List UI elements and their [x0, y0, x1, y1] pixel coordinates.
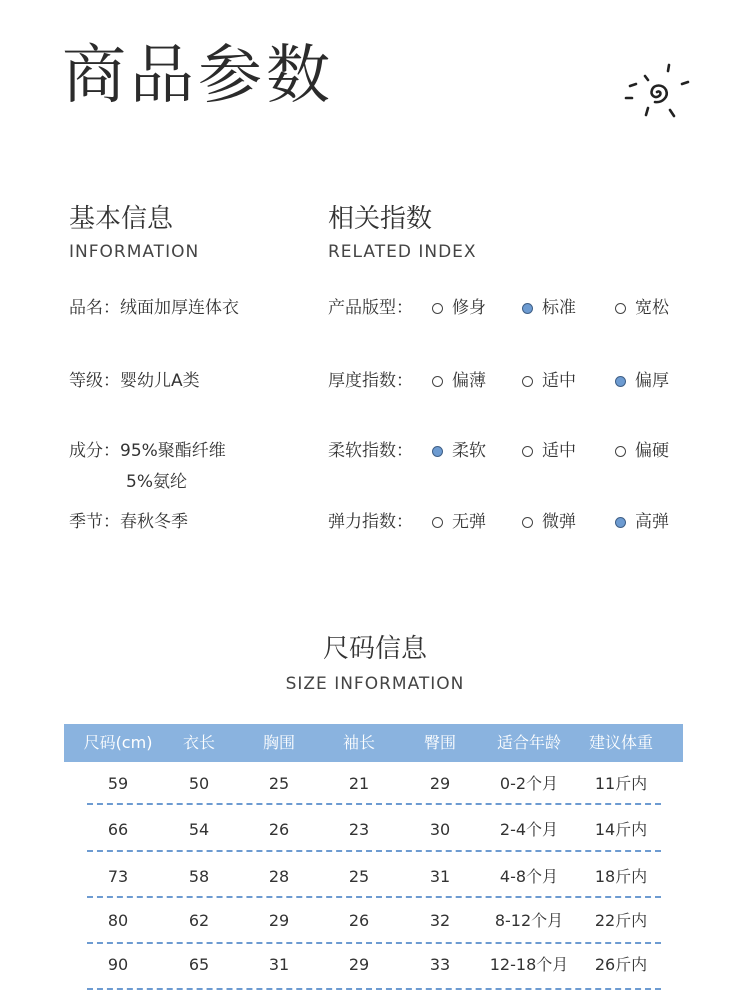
- index-option-label: 标准: [542, 298, 576, 318]
- size-table-cell: 18斤内: [594, 867, 648, 886]
- index-option-label: 适中: [542, 371, 576, 391]
- size-table-cell: 65: [188, 955, 210, 974]
- index-option-label: 适中: [542, 441, 576, 461]
- index-label: 柔软指数：: [328, 441, 413, 461]
- radio-empty-icon: [432, 376, 443, 387]
- size-table-cell: 0-2个月: [499, 774, 559, 793]
- index-option: [522, 443, 576, 460]
- product-season: 季节：春秋冬季: [69, 512, 188, 532]
- index-option: [615, 514, 669, 531]
- basic-info-subtitle: INFORMATION: [69, 242, 200, 262]
- size-table-cell: 58: [188, 867, 210, 886]
- size-table-cell: 25: [268, 774, 290, 793]
- index-option-label: 修身: [452, 298, 486, 318]
- radio-selected-icon: [522, 303, 533, 314]
- size-table-cell: 26: [348, 911, 370, 930]
- page-title: 商品参数: [62, 39, 334, 113]
- index-option-label: 微弹: [542, 512, 576, 532]
- size-table-cell: 54: [188, 820, 210, 839]
- index-option-label: 偏薄: [452, 371, 486, 391]
- size-table-cell: 62: [188, 911, 210, 930]
- size-table-cell: 90: [107, 955, 129, 974]
- index-option: [432, 514, 486, 531]
- size-table-cell: 23: [348, 820, 370, 839]
- size-table-cell: 26: [268, 820, 290, 839]
- size-table-cell: 33: [429, 955, 451, 974]
- index-label: 弹力指数：: [328, 512, 413, 532]
- index-option: [432, 300, 486, 317]
- size-table-cell: 22斤内: [594, 911, 648, 930]
- size-table-header-cell: 衣长: [182, 733, 215, 752]
- size-table-header-cell: 适合年龄: [496, 733, 561, 752]
- size-table-cell: 31: [268, 955, 290, 974]
- index-option: [432, 373, 486, 390]
- product-name: 品名：绒面加厚连体衣: [69, 298, 239, 318]
- size-table-cell: 31: [429, 867, 451, 886]
- size-table-cell: 50: [188, 774, 210, 793]
- row-divider: [87, 988, 661, 990]
- size-table-header-cell: 袖长: [342, 733, 375, 752]
- size-table-cell: 80: [107, 911, 129, 930]
- size-table-header: [64, 724, 683, 762]
- size-table-header-cell: 臀围: [423, 733, 456, 752]
- radio-empty-icon: [432, 303, 443, 314]
- size-table-cell: 29: [268, 911, 290, 930]
- size-table-cell: 25: [348, 867, 370, 886]
- radio-empty-icon: [522, 517, 533, 528]
- related-index-title: 相关指数: [328, 204, 433, 234]
- index-option: [615, 443, 669, 460]
- sun-spiral-icon: [624, 62, 690, 120]
- size-table-cell: 59: [107, 774, 129, 793]
- radio-empty-icon: [432, 517, 443, 528]
- index-option: [522, 300, 576, 317]
- size-table-cell: 73: [107, 867, 129, 886]
- index-option-label: 柔软: [452, 441, 486, 461]
- size-table-cell: 29: [429, 774, 451, 793]
- size-table-cell: 30: [429, 820, 451, 839]
- row-divider: [87, 803, 661, 805]
- product-composition: 成分：95%聚酯纤维: [69, 441, 226, 461]
- size-table-cell: 2-4个月: [499, 820, 559, 839]
- radio-selected-icon: [432, 446, 443, 457]
- index-option-label: 偏硬: [635, 441, 669, 461]
- size-table-cell: 11斤内: [594, 774, 648, 793]
- size-info-subtitle: SIZE INFORMATION: [285, 674, 465, 694]
- size-table-cell: 28: [268, 867, 290, 886]
- size-info-title: 尺码信息: [322, 634, 427, 664]
- index-option-label: 宽松: [635, 298, 669, 318]
- index-label: 厚度指数：: [328, 371, 413, 391]
- index-option: [432, 443, 486, 460]
- size-table-cell: 66: [107, 820, 129, 839]
- index-option-label: 高弹: [635, 512, 669, 532]
- radio-empty-icon: [522, 446, 533, 457]
- row-divider: [87, 942, 661, 944]
- size-table-cell: 29: [348, 955, 370, 974]
- size-table-cell: 4-8个月: [499, 867, 559, 886]
- index-option: [522, 373, 576, 390]
- index-option: [522, 514, 576, 531]
- size-table-header-cell: 胸围: [262, 733, 295, 752]
- index-label: 产品版型：: [328, 298, 413, 318]
- size-table-cell: 12-18个月: [489, 955, 569, 974]
- size-table-cell: 21: [348, 774, 370, 793]
- radio-empty-icon: [615, 446, 626, 457]
- basic-info-title: 基本信息: [69, 204, 174, 234]
- size-table-header-cell: 尺码(cm): [83, 733, 153, 752]
- radio-empty-icon: [615, 303, 626, 314]
- index-option-label: 偏厚: [635, 371, 669, 391]
- size-table-header-cell: 建议体重: [588, 733, 653, 752]
- index-option: [615, 300, 669, 317]
- size-table-cell: 14斤内: [594, 820, 648, 839]
- row-divider: [87, 896, 661, 898]
- related-index-subtitle: RELATED INDEX: [328, 242, 477, 262]
- row-divider: [87, 850, 661, 852]
- size-table-cell: 26斤内: [594, 955, 648, 974]
- radio-selected-icon: [615, 376, 626, 387]
- size-table-cell: 8-12个月: [494, 911, 564, 930]
- index-option-label: 无弹: [452, 512, 486, 532]
- index-option: [615, 373, 669, 390]
- size-table-cell: 32: [429, 911, 451, 930]
- product-composition-2: 5%氨纶: [126, 472, 187, 492]
- radio-empty-icon: [522, 376, 533, 387]
- radio-selected-icon: [615, 517, 626, 528]
- product-grade: 等级：婴幼儿A类: [69, 371, 200, 391]
